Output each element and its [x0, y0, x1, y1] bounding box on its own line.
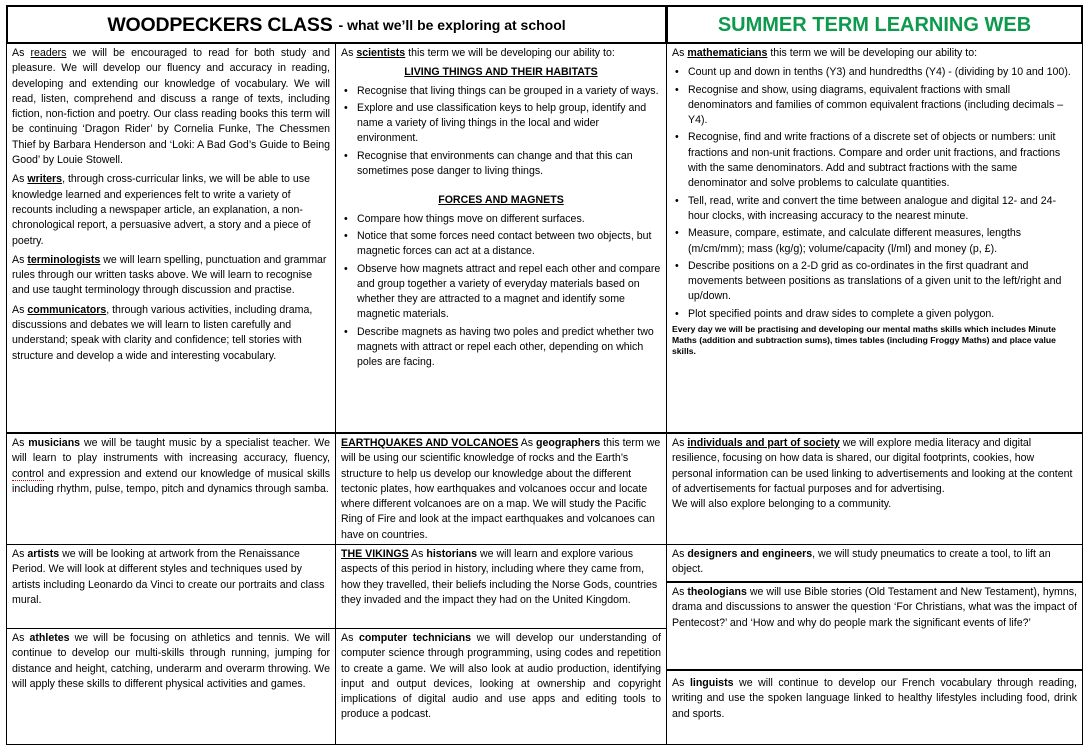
pe-panel	[6, 628, 336, 745]
list-item: • Measure, compare, estimate, and calculate different measures, lengths (m/cm/mm); mass (kg/g); volume/capacity (l/ml) and money (p, £).	[688, 226, 1077, 257]
list-item: • Describe positions on a 2-D grid as co-ordinates in the first quadrant and movements between positions as translations of a given unit to the left/right and up/down.	[688, 259, 1077, 305]
mfl-panel	[666, 669, 1083, 745]
lead-word: As	[672, 677, 685, 689]
readers-text: we will be encouraged to read for both study and pleasure. We will develop our fluency and accuracy in reading, developing and extending our knowledge of vocabulary. We will read, listen, comprehend and discuss a range of texts, including fiction, non-fiction and poetry. Our class reading books this term will be continuing ‘Dragon Rider’ by Cornelia Funke, The Chessmen Thief by Barbara Henderson and ‘Loki: A Bad God’s Guide to Being Good’ by Louie Stowell.	[12, 47, 330, 167]
lead-word: As	[12, 437, 25, 449]
athletes-text: we will be focusing on athletics and tennis. We will continue to develop our multi-skills through running, jumping for distance and height, catching, underarm and overarm throwing. We will apply these skills to different physical activities and games.	[12, 632, 330, 690]
theologians-text: we will use Bible stories (Old Testament and New Testament), hymns, drama and discussions to answer the question ‘For Christians, what was the impact of Pentecost?’ and ‘How and why do people mark the significant events of life?’	[672, 586, 1078, 629]
vikings-paragraph	[341, 547, 661, 608]
lead-word: As	[408, 548, 424, 560]
communicators-role: communicators	[27, 303, 107, 316]
class-subtitle: - what we’ll be exploring at school	[338, 16, 566, 33]
english-panel	[6, 43, 336, 433]
scientists-intro	[341, 46, 661, 61]
readers-role: readers	[30, 47, 67, 59]
linguists-paragraph	[672, 676, 1077, 722]
maths-panel	[666, 43, 1083, 433]
learning-web-title: SUMMER TERM LEARNING WEB	[717, 13, 1032, 36]
history-panel	[335, 544, 667, 629]
computer-text: we will develop our understanding of computer science through programming, using codes and repetition to create a game. We will also look at audio production, identifying input and output devices, looking at ownership and copyright implications of digital audio and use apps and editing tools to produce a podcast.	[341, 632, 661, 721]
list-item: • Recognise and show, using diagrams, equivalent fractions with small denominators and families of common equivalent fractions (including decimals – Y4).	[688, 83, 1077, 129]
maths-list	[672, 65, 1077, 322]
individuals-role: individuals and part of society	[687, 437, 840, 449]
lead-word: As	[341, 47, 354, 59]
linguists-role: linguists	[689, 677, 734, 689]
lead-word: As	[672, 548, 685, 560]
list-item: • Explore and use classification keys to help group, identify and name a variety of living things in the local and wider environment.	[357, 101, 661, 147]
learning-web-title-box	[666, 5, 1083, 44]
list-item: • Recognise, find and write fractions of a discrete set of objects or numbers: unit fractions and non-unit fractions. Compare and order unit fractions, and fractions with the same denominators. Add and subtract fractions with the same denominator and solve problems to calculate quantities.	[688, 130, 1077, 191]
terminologists-paragraph	[12, 253, 330, 299]
lead-word: As	[12, 303, 25, 316]
terminologists-text: we will learn spelling, punctuation and grammar rules through our written tasks above. We will learn to recognise and use taught terminology through discussion and practise.	[12, 253, 327, 297]
belonging-paragraph: We will also explore belonging to a community.	[672, 498, 892, 511]
list-item: • Describe magnets as having two poles and predict whether two magnets with attract or repel each other, depending on which poles are facing.	[357, 325, 661, 371]
terminologists-role: terminologists	[27, 253, 101, 266]
lead-word: As	[518, 437, 534, 449]
control-word: control	[12, 467, 44, 480]
lead-word: As	[12, 253, 25, 266]
artists-text: we will be looking at artwork from the Renaissance Period. We will look at different styles and techniques used by artists including Leonardo da Vinci to create our portraits and class mural.	[12, 548, 325, 606]
list-item: • Count up and down in tenths (Y3) and hundredths (Y4) - (dividing by 10 and 100).	[688, 65, 1077, 80]
individuals-paragraph	[672, 436, 1077, 497]
vikings-heading: THE VIKINGS	[341, 548, 409, 560]
scientists-intro-text: this term we will be developing our ability to:	[405, 47, 615, 59]
musicians-text: we will be taught music by a specialist teacher. We will learn to play instruments with increasing accuracy, fluency,	[12, 437, 330, 465]
list-item: • Recognise that environments can change and that this can sometimes pose danger to living things.	[357, 149, 661, 180]
mathematicians-role: mathematicians	[687, 47, 768, 59]
earthquakes-text: this term we will be using our scientific knowledge of rocks and the Earth’s structure to help us develop our knowledge about the different tectonic plates, how earthquakes and volcanoes occur and locate where different volcanoes are on a map. We will study the Pacific Ring of Fire and look at the impact earthquakes and volcanoes can have on countries.	[341, 437, 661, 541]
musicians-text: and expression and extend our knowledge of musical skills including rhythm, pulse, tempo, pitch and dynamics through samba.	[12, 467, 330, 495]
pshe-panel	[666, 433, 1083, 545]
dt-panel	[666, 544, 1083, 582]
historians-role: historians	[426, 548, 478, 560]
theologians-paragraph	[672, 585, 1077, 631]
list-item: • Tell, read, write and convert the time between analogue and digital 12- and 24-hour clocks, with increasing accuracy to the nearest minute.	[688, 194, 1077, 225]
lead-word: As	[12, 632, 25, 644]
lead-word: As	[12, 173, 25, 186]
writers-paragraph	[12, 172, 330, 248]
musicians-role: musicians	[28, 437, 81, 449]
communicators-text: , through various activities, including drama, discussions and debates we will learn to listen carefully and understand; speak with clarity and confidence; tell stories with structure and develop a wide and interesting vocabulary.	[12, 303, 313, 362]
writers-text: , through cross-curricular links, we will be able to use knowledge learned and experiences felt to write a variety of recounts including a newspaper article, an explanation, a non-chronological report, a persuasive advert, a story and a piece of poetry.	[12, 173, 311, 247]
mathematicians-intro-text: this term we will be developing our ability to:	[767, 47, 978, 59]
lead-word: As	[672, 47, 685, 59]
art-panel	[6, 544, 336, 629]
list-item: • Recognise that living things can be grouped in a variety of ways.	[357, 84, 661, 99]
music-panel	[6, 433, 336, 545]
list-item: • Observe how magnets attract and repel each other and compare and group together a variety of everyday materials based on whether they are attracted to a magnet and identify some magnetic materials.	[357, 262, 661, 323]
communicators-paragraph	[12, 303, 330, 364]
vikings-text: we will learn and explore various aspects of this period in history, including where they came from, how they travelled, their beliefs including the Norse Gods, countries they invaded and the impact they had on the United Kingdom.	[341, 548, 658, 606]
computer-paragraph	[341, 631, 661, 723]
designers-role: designers and engineers	[687, 548, 813, 560]
living-things-list	[341, 84, 661, 180]
designers-paragraph	[672, 547, 1077, 578]
lead-word: As	[672, 437, 685, 449]
earthquakes-paragraph	[341, 436, 661, 543]
athletes-role: athletes	[29, 632, 70, 644]
lead-word: As	[12, 548, 25, 560]
computing-panel	[335, 628, 667, 745]
artists-paragraph	[12, 547, 330, 608]
class-title: WOODPECKERS CLASS	[107, 13, 333, 36]
lead-word: As	[672, 586, 685, 598]
science-panel	[335, 43, 667, 433]
theologians-role: theologians	[687, 586, 747, 598]
athletes-paragraph	[12, 631, 330, 692]
musicians-paragraph	[12, 436, 330, 497]
list-item: • Notice that some forces need contact between two objects, but magnetic forces can act at a distance.	[357, 229, 661, 260]
scientists-role: scientists	[356, 47, 406, 59]
class-title-box	[6, 5, 667, 44]
living-things-heading: LIVING THINGS AND THEIR HABITATS	[404, 66, 598, 79]
lead-word: As	[12, 47, 25, 59]
re-panel	[666, 581, 1083, 670]
list-item: • Plot specified points and draw sides to complete a given polygon.	[688, 307, 1077, 322]
individuals-text: we will explore media literacy and digital resilience, focusing on how data is shared, our digital footprints, cookies, how personal information can be used linking to advertisements and looking at the content of advertisements for factual purposes and for advertising.	[672, 437, 1073, 495]
readers-paragraph	[12, 46, 330, 168]
list-item: • Compare how things move on different surfaces.	[357, 212, 661, 227]
lead-word: As	[341, 632, 354, 644]
geographers-role: geographers	[536, 437, 601, 449]
designers-text: , we will study pneumatics to create a tool, to lift an object.	[672, 548, 1051, 576]
computer-role: computer technicians	[358, 632, 472, 644]
mental-maths-note: Every day we will be practising and developing our mental maths skills which includes Minute Maths (addition and subtraction sums), times tables (including Froggy Maths) and place value skills.	[672, 324, 1056, 357]
geography-panel	[335, 433, 667, 545]
writers-role: writers	[27, 173, 63, 186]
artists-role: artists	[27, 548, 60, 560]
mathematicians-intro	[672, 46, 1077, 61]
earthquakes-heading: EARTHQUAKES AND VOLCANOES	[341, 437, 519, 449]
linguists-text: we will continue to develop our French vocabulary through reading, writing and use the spoken language linked to healthy lifestyles including food, drink and sports.	[672, 677, 1077, 720]
forces-heading: FORCES AND MAGNETS	[438, 194, 564, 207]
forces-list	[341, 212, 661, 371]
